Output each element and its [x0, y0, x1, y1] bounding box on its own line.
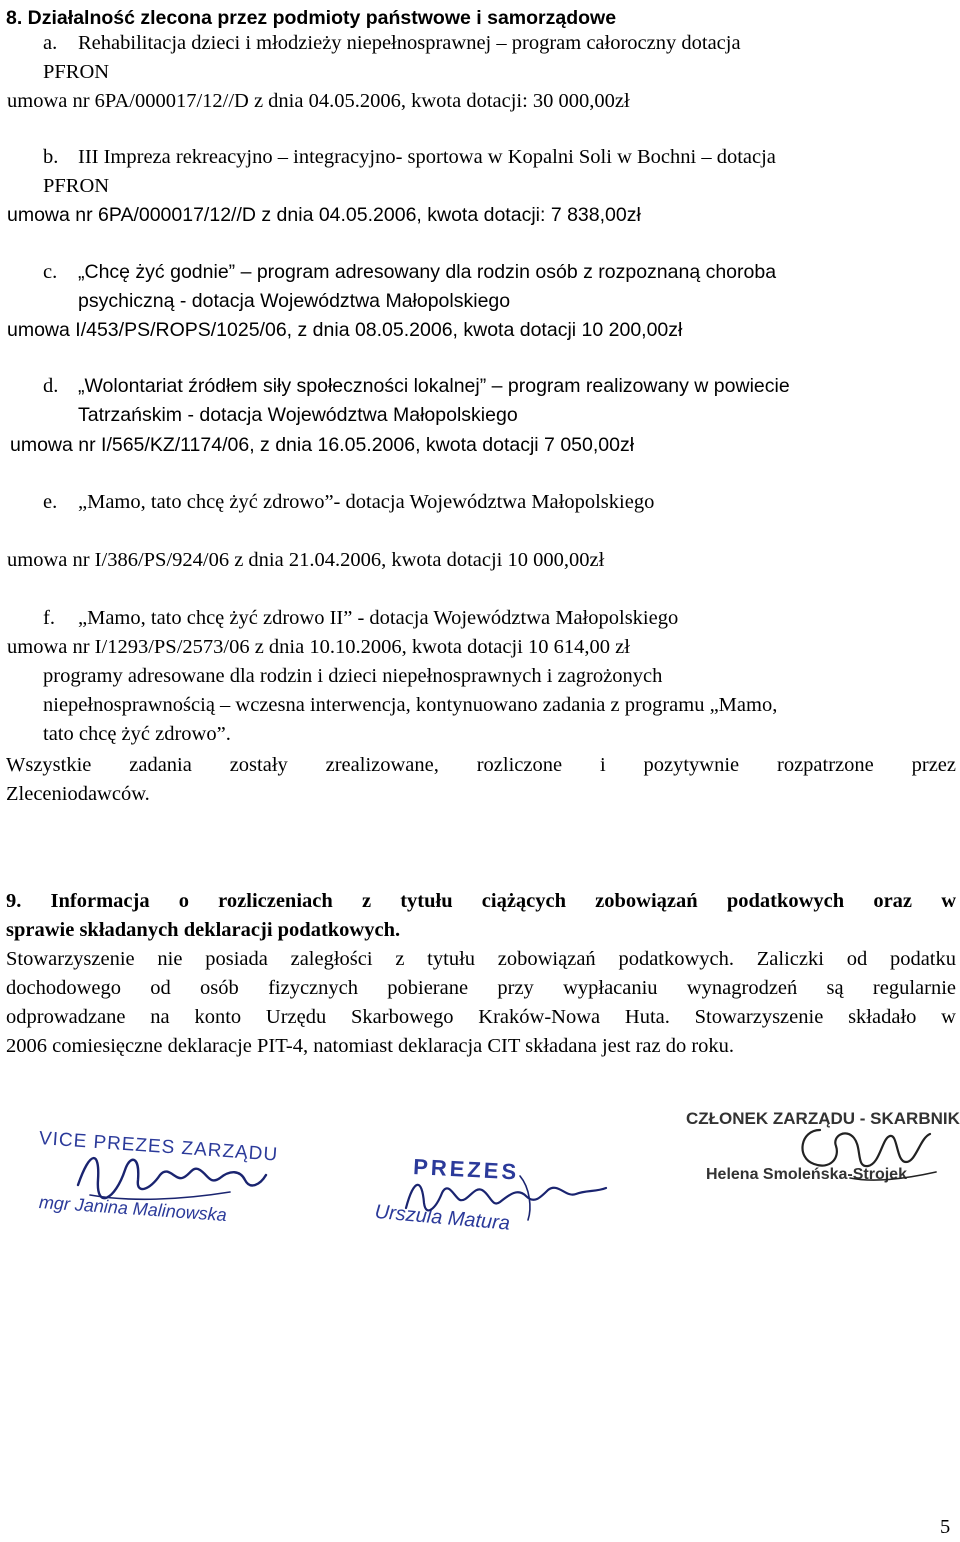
item-a-contract: umowa nr 6PA/000017/12//D z dnia 04.05.2006, kwota dotacji: 30 000,00zł — [7, 90, 630, 112]
item-f-contract: umowa nr I/1293/PS/2573/06 z dnia 10.10.2006, kwota dotacji 10 614,00 zł — [7, 636, 630, 658]
item-c-contract: umowa I/453/PS/ROPS/1025/06, z dnia 08.05.2006, kwota dotacji 10 200,00zł — [7, 319, 683, 341]
treasurer-signature — [790, 1118, 940, 1188]
item-d-letter: d. — [43, 375, 59, 397]
item-a-title-cont: PFRON — [43, 61, 110, 83]
item-a-title: Rehabilitacja dzieci i młodzieży niepełnosprawnej – program całoroczny dotacja — [78, 32, 741, 54]
section-8-heading: 8. Działalność zlecona przez podmioty państwowe i samorządowe — [6, 7, 617, 29]
item-b-title: III Impreza rekreacyjno – integracyjno- sportowa w Kopalni Soli w Bochni – dotacja — [78, 146, 776, 168]
item-b-letter: b. — [43, 146, 59, 168]
section-9-body-line-4: 2006 comiesięczne deklaracje PIT-4, natomiast deklaracja CIT składana jest raz do roku. — [6, 1035, 735, 1057]
president-stamp-name: Urszula Matura — [373, 1200, 511, 1235]
item-f-note-line-3: tato chcę żyć zdrowo”. — [43, 723, 231, 745]
section-9-body-line-3: odprowadzane na konto Urzędu Skarbowego Kraków-Nowa Huta. Stowarzyszenie składało w — [6, 1006, 956, 1028]
item-d-title-cont: Tatrzańskim - dotacja Województwa Małopolskiego — [78, 404, 518, 426]
president-stamp-title: PREZES — [412, 1153, 520, 1185]
item-e-letter: e. — [43, 491, 58, 513]
section-9-heading-line-1: 9. Informacja o rozliczeniach z tytułu ciążących zobowiązań podatkowych oraz w — [6, 890, 956, 912]
president-signature — [400, 1168, 610, 1228]
treasurer-stamp-title: CZŁONEK ZARZĄDU - SKARBNIK — [686, 1109, 960, 1128]
item-f-title: „Mamo, tato chcę żyć zdrowo II” - dotacja Województwa Małopolskiego — [78, 607, 679, 629]
vice-president-stamp-name: mgr Janina Malinowska — [38, 1191, 228, 1226]
item-f-note-line-1: programy adresowane dla rodzin i dzieci niepełnosprawnych i zagrożonych — [43, 665, 663, 687]
vice-president-stamp-title: VICE PREZES ZARZĄDU — [38, 1127, 279, 1166]
item-c-title-cont: psychiczną - dotacja Województwa Małopolskiego — [78, 290, 511, 312]
item-b-contract: umowa nr 6PA/000017/12//D z dnia 04.05.2006, kwota dotacji: 7 838,00zł — [7, 204, 641, 226]
vice-president-signature — [70, 1140, 270, 1210]
item-c-letter: c. — [43, 261, 58, 283]
section-9-body-line-2: dochodowego od osób fizycznych pobierane przy wypłacaniu wynagrodzeń są regularnie — [6, 977, 956, 999]
item-d-title: „Wolontariat źródłem siły społeczności lokalnej” – program realizowany w powiecie — [78, 375, 790, 397]
item-a-letter: a. — [43, 32, 58, 54]
item-f-letter: f. — [43, 607, 55, 629]
summary-line-2: Zleceniodawców. — [6, 783, 150, 805]
section-9-heading-line-2: sprawie składanych deklaracji podatkowych. — [6, 919, 401, 941]
treasurer-stamp-name: Helena Smoleńska-Strojek — [706, 1166, 907, 1183]
item-c-title: „Chcę żyć godnie” – program adresowany dla rodzin osób z rozpoznaną choroba — [78, 261, 777, 283]
item-e-contract: umowa nr I/386/PS/924/06 z dnia 21.04.2006, kwota dotacji 10 000,00zł — [7, 549, 605, 571]
item-f-note-line-2: niepełnosprawnością – wczesna interwencja, kontynuowano zadania z programu „Mamo, — [43, 694, 778, 716]
item-b-title-cont: PFRON — [43, 175, 110, 197]
summary-line-1: Wszystkie zadania zostały zrealizowane, rozliczone i pozytywnie rozpatrzone przez — [6, 754, 956, 776]
item-d-contract: umowa nr I/565/KZ/1174/06, z dnia 16.05.2006, kwota dotacji 7 050,00zł — [10, 434, 635, 456]
page-number: 5 — [940, 1516, 951, 1538]
item-e-title: „Mamo, tato chcę żyć zdrowo”- dotacja Województwa Małopolskiego — [78, 491, 655, 513]
section-9-body-line-1: Stowarzyszenie nie posiada zaległości z tytułu zobowiązań podatkowych. Zaliczki od podatku — [6, 948, 956, 970]
